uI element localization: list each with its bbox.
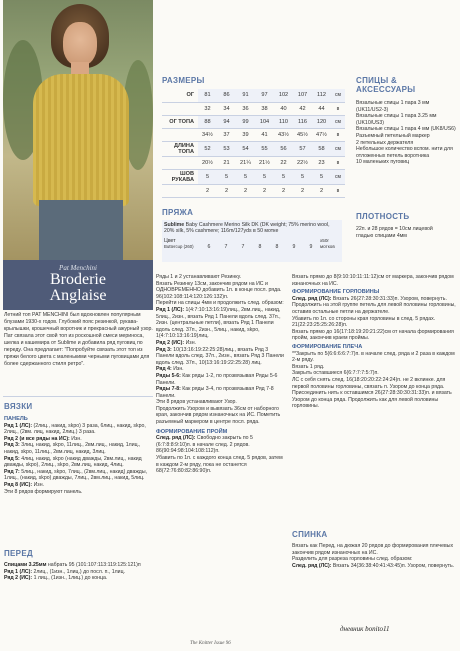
yarn-color-label: Цвет bbox=[164, 237, 176, 244]
instruction-line: Убавить по 1п. со стороны края горловины в след. 5 рядах. 21(22:23:25:25:26:28)п. bbox=[292, 315, 436, 329]
front-row: Ряд 1 (ЛС): 2лиц., (1изн., 1лиц.) до посл. п., 1лиц. bbox=[4, 568, 125, 575]
pattern-title-box bbox=[3, 260, 153, 310]
yarn-box bbox=[162, 220, 342, 262]
instruction-line: Закрыть оставшиеся 6(6:7:7:7:5:7)п. bbox=[292, 370, 379, 377]
sizes-cell: 20½ bbox=[198, 156, 217, 169]
panel-subheading: ПАНЕЛЬ bbox=[4, 416, 28, 422]
sizes-cell: 107 bbox=[293, 89, 312, 102]
instruction-line: Убавить по 1п. с каждого конца след. 5 рядов, затем в каждом 2-м ряду, пока не останется 68(72:76:80:82:86:90)п. bbox=[156, 455, 283, 475]
sizes-row bbox=[162, 89, 345, 102]
panel-row: Ряд 5: 4лиц, накид, skpo (накид дважды, 2вм.лиц., накид дважды, skpo), 2лиц., skpo, 2вм.лиц, накид, 4лиц. bbox=[4, 455, 142, 469]
panel-row: Ряд 1 (ЛС): (2лиц., накид, skpo) 3 раза, 6лиц., накид, skpo, 2лиц., (2вм. лиц, накид, 2лиц.) 3 раза. bbox=[4, 422, 146, 436]
sizes-row bbox=[162, 102, 345, 115]
sizes-cell: 57 bbox=[293, 141, 312, 156]
front-row: Спицами 3.25мм набрать 95 (101:107:113:119:125:121)п bbox=[4, 562, 141, 568]
sizes-cell: 34 bbox=[217, 102, 236, 115]
model-face bbox=[63, 22, 97, 66]
divider bbox=[3, 396, 153, 397]
skirt bbox=[39, 200, 123, 260]
sizes-heading: РАЗМЕРЫ bbox=[162, 76, 205, 85]
yarn-color-code: Buttercup (260) bbox=[164, 244, 194, 250]
sizes-cell: 5 bbox=[293, 169, 312, 184]
sizes-row-label: ОГ bbox=[162, 89, 198, 102]
sizes-cell: 44 bbox=[312, 102, 331, 115]
sizes-cell: 91 bbox=[236, 89, 255, 102]
sizes-unit: см bbox=[331, 89, 345, 102]
instruction-line: Вязать прямо до 8(9:10:10:11:11:12)см от маркера, закончив рядом изнаночных на ИС. bbox=[292, 274, 454, 287]
sizes-unit: см bbox=[331, 141, 345, 156]
yarn-count: 6 bbox=[207, 244, 211, 251]
sizes-cell: 41 bbox=[255, 128, 274, 141]
knitted-top bbox=[33, 74, 129, 206]
sizes-cell: 97 bbox=[255, 89, 274, 102]
sizes-row-label: ОГ ТОПА bbox=[162, 115, 198, 128]
sizes-cell: 2 bbox=[293, 184, 312, 197]
instruction-line: След. ряд (ЛС): Свободно закрыть по 5 (6:7:8:8:9:10)п. в начале след. 2 рядов. 86(90:94:98:104:108:112)п. bbox=[156, 435, 253, 455]
sizes-cell: 56 bbox=[274, 141, 293, 156]
pattern-title-line2: Anglaise bbox=[49, 287, 107, 304]
front-heading: ПЕРЕД bbox=[4, 549, 33, 558]
instruction-line: Ряды 5-6: Как ряды 1-2, по прозвязывая Ряды 5-6 Панели. bbox=[156, 372, 278, 386]
sizes-cell: 5 bbox=[312, 169, 331, 184]
sizes-cell: 5 bbox=[255, 169, 274, 184]
panel-row: Ряд 2 (и все ряды на ИС): Изн. bbox=[4, 435, 82, 442]
sizes-cell: 86 bbox=[217, 89, 236, 102]
instruction-line: Перейти на спицы 4мм и продолжить след. образом: bbox=[156, 300, 284, 307]
designer-name: Pat Menchini bbox=[59, 264, 97, 272]
instructions-col2 bbox=[156, 274, 286, 475]
sizes-cell: 36 bbox=[236, 102, 255, 115]
sizes-row bbox=[162, 169, 345, 184]
sizes-row bbox=[162, 184, 345, 197]
sizes-cell: 5 bbox=[217, 169, 236, 184]
instruction-line: Ряды 1 и 2 устанавливают Резинку. bbox=[156, 274, 242, 280]
model-photo bbox=[3, 0, 153, 260]
sizes-row bbox=[162, 115, 345, 128]
sizes-cell: 34½ bbox=[198, 128, 217, 141]
yarn-counts-row bbox=[164, 238, 340, 251]
neck-subheading: ФОРМИРОВАНИЕ ГОРЛОВИНЫ bbox=[292, 289, 380, 296]
sizes-cell: 2 bbox=[274, 184, 293, 197]
yarn-count: 8 bbox=[275, 244, 279, 251]
gauge-heading: ПЛОТНОСТЬ bbox=[356, 212, 410, 221]
shoulder-subheading: ФОРМИРОВАНИЕ ПЛЕЧА bbox=[292, 343, 363, 350]
yarn-description: Baby Cashmere Merino Silk DK (DK weight; 75% merino wool, 20% silk, 5% cashmere; 116m/127yds в 50 мотке bbox=[164, 222, 330, 235]
yarn-brand: Sublime bbox=[164, 222, 185, 228]
instruction-line: Ряд 2 (ИС): Изн. bbox=[156, 339, 196, 346]
accessory-item: Вязальные спицы 1 пара 3.25 мм (UK10/US3) bbox=[356, 113, 437, 126]
back-section bbox=[292, 543, 456, 569]
instruction-line: Ряд 3: 10(13:16:19:22:25:28)лиц., вязать Ряд 3 Панели вдоль след. 37п., 2изн., вязать Ряд 3 Панели вдоль след. 37п., 10(13:16:19:22:25:28) лиц. bbox=[156, 346, 284, 366]
sizes-row-label bbox=[162, 156, 198, 169]
sizes-cell: 5 bbox=[274, 169, 293, 184]
sizes-cell: 32 bbox=[198, 102, 217, 115]
sizes-unit: в bbox=[331, 128, 345, 141]
sizes-cell: 2 bbox=[198, 184, 217, 197]
sizes-cell: 37 bbox=[217, 128, 236, 141]
sizes-cell: 99 bbox=[236, 115, 255, 128]
yarn-count: 9 bbox=[309, 244, 313, 251]
sizes-unit: в bbox=[331, 102, 345, 115]
sizes-cell: 88 bbox=[198, 115, 217, 128]
sizes-unit: см bbox=[331, 169, 345, 184]
instruction-line: **Закрыть по 5(6:6:6:6:7:7)п. в начале след. ряда и 2 раза в каждом 2-м ряду. bbox=[292, 350, 455, 364]
sizes-cell: 38 bbox=[255, 102, 274, 115]
sizes-unit: см bbox=[331, 115, 345, 128]
instruction-line: Вязать 1 ряд. bbox=[292, 363, 325, 370]
sizes-row-label: ДЛИНА ТОПА bbox=[162, 141, 198, 156]
sizes-row-label bbox=[162, 102, 198, 115]
instruction-line: Продолжить Узором и вывязать 36см от наборного края, закончив рядом изнаночных на ИС. Пометить разъемный маркером в центре посл. ряда. bbox=[156, 405, 281, 426]
instruction-line: Продолжить на этой группе петель для левой половины горловины, оставив остальные петли на держателе. bbox=[292, 302, 456, 315]
sizes-cell: 2 bbox=[217, 184, 236, 197]
sizes-row-label bbox=[162, 128, 198, 141]
panel-row: Ряд 7: 5лиц., накид, skpo, 7лиц., (2вм.лиц., накид) дважды, 1лиц., (накид, skpo) дважды, 7лиц., 2вм.лиц., накид, 5лиц. bbox=[4, 468, 148, 482]
sizes-cell: 21¼ bbox=[236, 156, 255, 169]
instruction-line: ЛС с себя снять след. 16(18:20:20:22:24:24)п. не 2 вклинке. для первой половины горловины, связать п. Узором до конца ряда. bbox=[292, 376, 446, 390]
footer bbox=[190, 641, 231, 646]
sizes-cell: 39 bbox=[236, 128, 255, 141]
front-row: Ряд 2 (ИС): 1 лиц., (1изн., 1лиц.) до конца. bbox=[4, 575, 108, 582]
panel-row: Ряд 8 (ИС): Изн. bbox=[4, 481, 44, 488]
sizes-row-label bbox=[162, 184, 198, 197]
sizes-unit: в bbox=[331, 184, 345, 197]
gauge-text: 22п. и 28 рядов = 10см лицевой гладью спицами 4мм bbox=[356, 226, 433, 239]
accessory-item: 10 маленьких пуговиц bbox=[356, 159, 410, 166]
sizes-cell: 104 bbox=[255, 115, 274, 128]
sizes-row bbox=[162, 141, 345, 156]
instruction-line: Вязать как Перед, на дюжая 20 рядов до формирования плечевых закончив рядом изнаночных на ИС. bbox=[292, 543, 454, 556]
sizes-cell: 2 bbox=[236, 184, 255, 197]
sizes-cell: 23 bbox=[312, 156, 331, 169]
instruction-line: Ряды 7-8: Как ряды 3-4, по прозвязывая Ряд 7-8 Панели. bbox=[156, 386, 274, 399]
front-section bbox=[4, 562, 152, 582]
accessories-heading: СПИЦЫ & АКСЕССУАРЫ bbox=[356, 76, 416, 94]
sizes-cell: 53 bbox=[217, 141, 236, 156]
accessories-list bbox=[356, 100, 456, 166]
sizes-cell: 2 bbox=[255, 184, 274, 197]
sizes-cell: 112 bbox=[312, 89, 331, 102]
sizes-cell: 43½ bbox=[274, 128, 293, 141]
watermark-signature: дневник bonito11 bbox=[340, 625, 390, 633]
pattern-title-line1: Broderie bbox=[50, 271, 106, 288]
accessory-item: Разъемный петельный маркер bbox=[356, 132, 430, 139]
sizes-cell: 21½ bbox=[255, 156, 274, 169]
panel-row: Эти 8 рядов формируют панель. bbox=[4, 488, 83, 495]
intro-text: Летний топ PAT MENCHINI был вдохновлен популярным блузами 1930-х годов. Глубокий пояс резинкой, рукава-крылышки, крошечный воротник и прекрасный ажурный узор. Пат связала этот свой топ из роскошной смеси мериноса, шелка и кашемира от Sublime и добавила ряд пуговиц по переду. Она предлагает: "Попробуйте связать этот топ из пряжи белого цвета с маленькими черными пуговицами для более сдержанного стиля ретро". bbox=[4, 312, 153, 367]
yarn-count: 9 bbox=[292, 244, 296, 251]
yarn-count-unit: x50г мотков bbox=[320, 237, 335, 250]
sizes-cell: 54 bbox=[236, 141, 255, 156]
instruction-line: Вязать Резинку 13см, закончив рядом на ИС и ОДНОВРЕМЕННО добавить 1п. в конце посл. ряда. 96(102:108:114:120:126:132)п. bbox=[156, 280, 282, 300]
sizes-cell: 22 bbox=[274, 156, 293, 169]
issue-number: Issue 96 bbox=[214, 641, 231, 646]
sizes-cell: 47½ bbox=[312, 128, 331, 141]
yarn-counts bbox=[201, 238, 320, 251]
sizes-row-label: ШОВ РУКАВА bbox=[162, 169, 198, 184]
sizes-cell: 40 bbox=[274, 102, 293, 115]
panel-section bbox=[4, 414, 152, 495]
accessory-item: Вязальные спицы 1 пара 3 мм (UK11/US2-3) bbox=[356, 100, 430, 113]
magazine-name: The Knitter bbox=[190, 641, 213, 646]
accessory-item: 2 петельных держателя bbox=[356, 139, 414, 146]
yarn-count: 7 bbox=[224, 244, 228, 251]
sizes-cell: 110 bbox=[274, 115, 293, 128]
sizes-unit: в bbox=[331, 156, 345, 169]
armhole-subheading: ФОРМИРОВАНИЕ ПРОЙМ bbox=[156, 428, 228, 435]
sizes-cell: 42 bbox=[293, 102, 312, 115]
instruction-line: След. ряд (ЛС): Вязать 34(36:38:40:41:43:45)п. Узором, повернуть. bbox=[292, 562, 455, 569]
sizes-cell: 102 bbox=[274, 89, 293, 102]
sizes-cell: 81 bbox=[198, 89, 217, 102]
sizes-cell: 2 bbox=[312, 184, 331, 197]
sizes-cell: 52 bbox=[198, 141, 217, 156]
sizes-cell: 22½ bbox=[293, 156, 312, 169]
accessory-item: Вязальные спицы 1 пара 4 мм (UK8/US6) bbox=[356, 126, 456, 133]
instruction-line: Присоединить нить к оставшимся 26(27:28:30:30:31:33)п. и вязать Узором до конца ряда. Продолжить как для левой половины горловины. bbox=[292, 390, 452, 410]
sizes-cell: 94 bbox=[217, 115, 236, 128]
sizes-row bbox=[162, 156, 345, 169]
instruction-line: Разделить для разреза горловины след. образом: bbox=[292, 556, 413, 563]
sizes-cell: 21 bbox=[217, 156, 236, 169]
instruction-line: След. ряд (ЛС): Вязать 26(27:28:30:31:33)п. Узором, повернуть. bbox=[292, 295, 447, 302]
yarn-count: 7 bbox=[241, 244, 245, 251]
sizes-cell: 5 bbox=[198, 169, 217, 184]
sizes-cell: 120 bbox=[312, 115, 331, 128]
sizes-row bbox=[162, 128, 345, 141]
yarn-heading: ПРЯЖА bbox=[162, 208, 194, 217]
sizes-cell: 55 bbox=[255, 141, 274, 156]
abbr-heading: ВЯЗКИ bbox=[4, 402, 33, 411]
accessory-item: Небольшое количество вспом. нити для отложенных петель воротника bbox=[356, 146, 453, 159]
sizes-cell: 58 bbox=[312, 141, 331, 156]
instruction-line: Вязать прямо до 16(17:18:19:20:21:22)см от начала формирования пройм, закончив краем проймы. bbox=[292, 328, 454, 342]
instruction-line: Эти 8 рядов устанавливают Узор. bbox=[156, 399, 237, 406]
sizes-table bbox=[162, 89, 345, 198]
sizes-cell: 116 bbox=[293, 115, 312, 128]
instruction-line: Ряд 4: Изн. bbox=[156, 366, 184, 373]
panel-row: Ряд 3: 3лиц, накид, skpo, 11лиц., 2вм.лиц., накид, 1лиц., накид, skpo, 11лиц., 2вм.лиц, накид, 3лиц. bbox=[4, 442, 141, 455]
instruction-line: Ряд 1 (ЛС): 1(4:7:10:13:16:19)лиц., 2вм.лиц., накид, 5лиц., 2изн., вязать Ряд 1 Панели вдоль след. 37п., 2изн. (центральные петли), вязать Ряд 1 Панели вдоль след. 37п., 2изн., 5лиц., накид, skpo, 1(4:7:10:13:16:19)лиц. bbox=[156, 306, 281, 340]
back-heading: СПИНКА bbox=[292, 530, 328, 539]
sizes-cell: 5 bbox=[236, 169, 255, 184]
yarn-count: 8 bbox=[258, 244, 262, 251]
sizes-cell: 45½ bbox=[293, 128, 312, 141]
instructions-col3 bbox=[292, 274, 456, 410]
